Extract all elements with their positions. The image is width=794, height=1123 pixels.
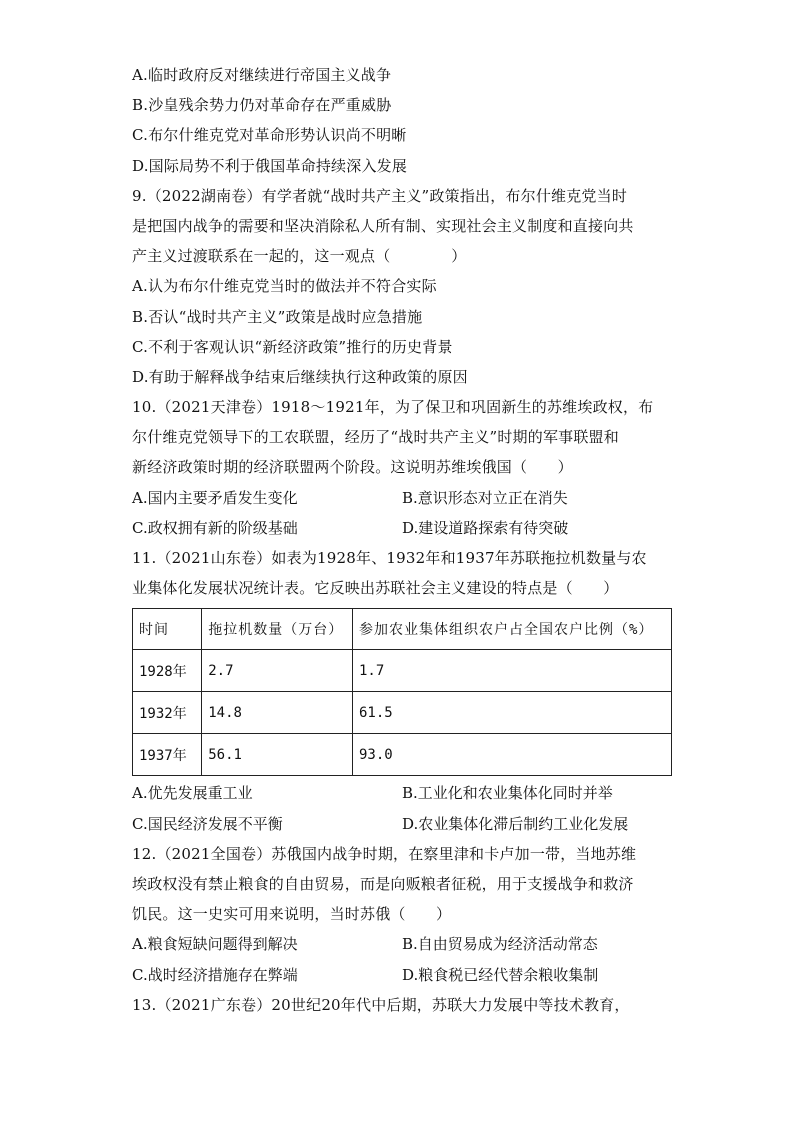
question-12	[132, 839, 672, 990]
table-row	[133, 734, 672, 776]
options-row	[132, 483, 672, 513]
option-a: A.临时政府反对继续进行帝国主义战争	[132, 66, 392, 84]
table-cell: 93.0	[353, 734, 672, 776]
question-stem-line: 是把国内战争的需要和坚决消除私人所有制、实现社会主义制度和直接向共	[132, 216, 634, 235]
question-stem-line: 新经济政策时期的经济联盟两个阶段。这说明苏维埃俄国（ ）	[132, 458, 573, 477]
option-c: C.国民经济发展不平衡	[132, 814, 283, 833]
exam-page	[132, 60, 672, 1020]
question-stem-line: 埃政权没有禁止粮食的自由贸易，而是向贩粮者征税，用于支援战争和救济	[132, 874, 634, 893]
option-c: C.政权拥有新的阶级基础	[132, 518, 298, 537]
question-10	[132, 392, 672, 543]
table-cell: 1.7	[353, 650, 672, 692]
question-stem-line: 11.（2021山东卷）如表为1928年、1932年和1937年苏联拖拉机数量与农	[132, 549, 647, 567]
option-b: B.沙皇残余势力仍对革命存在严重威胁	[132, 96, 392, 115]
table-cell: 14.8	[202, 692, 353, 734]
table-cell: 1937年	[133, 734, 202, 776]
table-cell: 2.7	[202, 650, 353, 692]
statistics-table	[132, 608, 672, 776]
question-9	[132, 181, 672, 392]
table-cell: 56.1	[202, 734, 353, 776]
question-stem-line: 13.（2021广东卷）20世纪20年代中后期，苏联大力发展中等技术教育，	[132, 995, 630, 1014]
question-stem-line: 12.（2021全国卷）苏俄国内战争时期，在察里津和卡卢加一带，当地苏维	[132, 844, 637, 863]
option-a: A.认为布尔什维克党当时的做法并不符合实际	[132, 277, 437, 296]
option-a: A.粮食短缺问题得到解决	[132, 935, 298, 954]
table-cell: 1932年	[133, 692, 202, 734]
question-11	[132, 543, 672, 839]
option-a: A.优先发展重工业	[132, 784, 253, 803]
question-stem-line: 10.（2021天津卷）1918～1921年，为了保卫和巩固新生的苏维埃政权，布	[132, 398, 654, 417]
option-d: D.建设道路探索有待突破	[402, 518, 569, 537]
question-13	[132, 990, 672, 1020]
question-stem-line: 尔什维克党领导下的工农联盟，经历了“战时共产主义”时期的军事联盟和	[132, 428, 619, 447]
question-8-options	[132, 60, 672, 181]
options-row	[132, 778, 672, 808]
option-d: D.农业集体化滞后制约工业化发展	[402, 814, 629, 833]
question-stem-line: 饥民。这一史实可用来说明，当时苏俄（ ）	[132, 905, 452, 924]
option-b: B.否认“战时共产主义”政策是战时应急措施	[132, 307, 423, 326]
table-header-row	[133, 609, 672, 650]
question-stem-line: 产主义过渡联系在一起的，这一观点（ ）	[132, 247, 467, 266]
table-cell: 1928年	[133, 650, 202, 692]
options-row	[132, 513, 672, 543]
question-stem-line: 9.（2022湖南卷）有学者就“战时共产主义”政策指出，布尔什维克党当时	[132, 186, 628, 205]
option-b: B.意识形态对立正在消失	[402, 488, 568, 507]
options-row	[132, 960, 672, 990]
column-header-time: 时间	[133, 609, 202, 650]
options-row	[132, 809, 672, 839]
column-header-tractors: 拖拉机数量（万台）	[202, 609, 353, 650]
column-header-collective-ratio: 参加农业集体组织农户占全国农户比例（%）	[353, 609, 672, 650]
option-c: C.布尔什维克党对革命形势认识尚不明晰	[132, 126, 407, 145]
question-stem-line: 业集体化发展状况统计表。它反映出苏联社会主义建设的特点是（ ）	[132, 579, 619, 598]
table-row	[133, 692, 672, 734]
table-cell: 61.5	[353, 692, 672, 734]
option-b: B.工业化和农业集体化同时并举	[402, 784, 613, 803]
option-c: C.不利于客观认识“新经济政策”推行的历史背景	[132, 337, 453, 356]
table-row	[133, 650, 672, 692]
option-a: A.国内主要矛盾发生变化	[132, 488, 298, 507]
option-d: D.粮食税已经代替余粮收集制	[402, 965, 599, 984]
option-d: D.有助于解释战争结束后继续执行这种政策的原因	[132, 367, 468, 386]
option-c: C.战时经济措施存在弊端	[132, 965, 298, 984]
option-b: B.自由贸易成为经济活动常态	[402, 935, 598, 954]
options-row	[132, 929, 672, 959]
option-d: D.国际局势不利于俄国革命持续深入发展	[132, 156, 408, 175]
